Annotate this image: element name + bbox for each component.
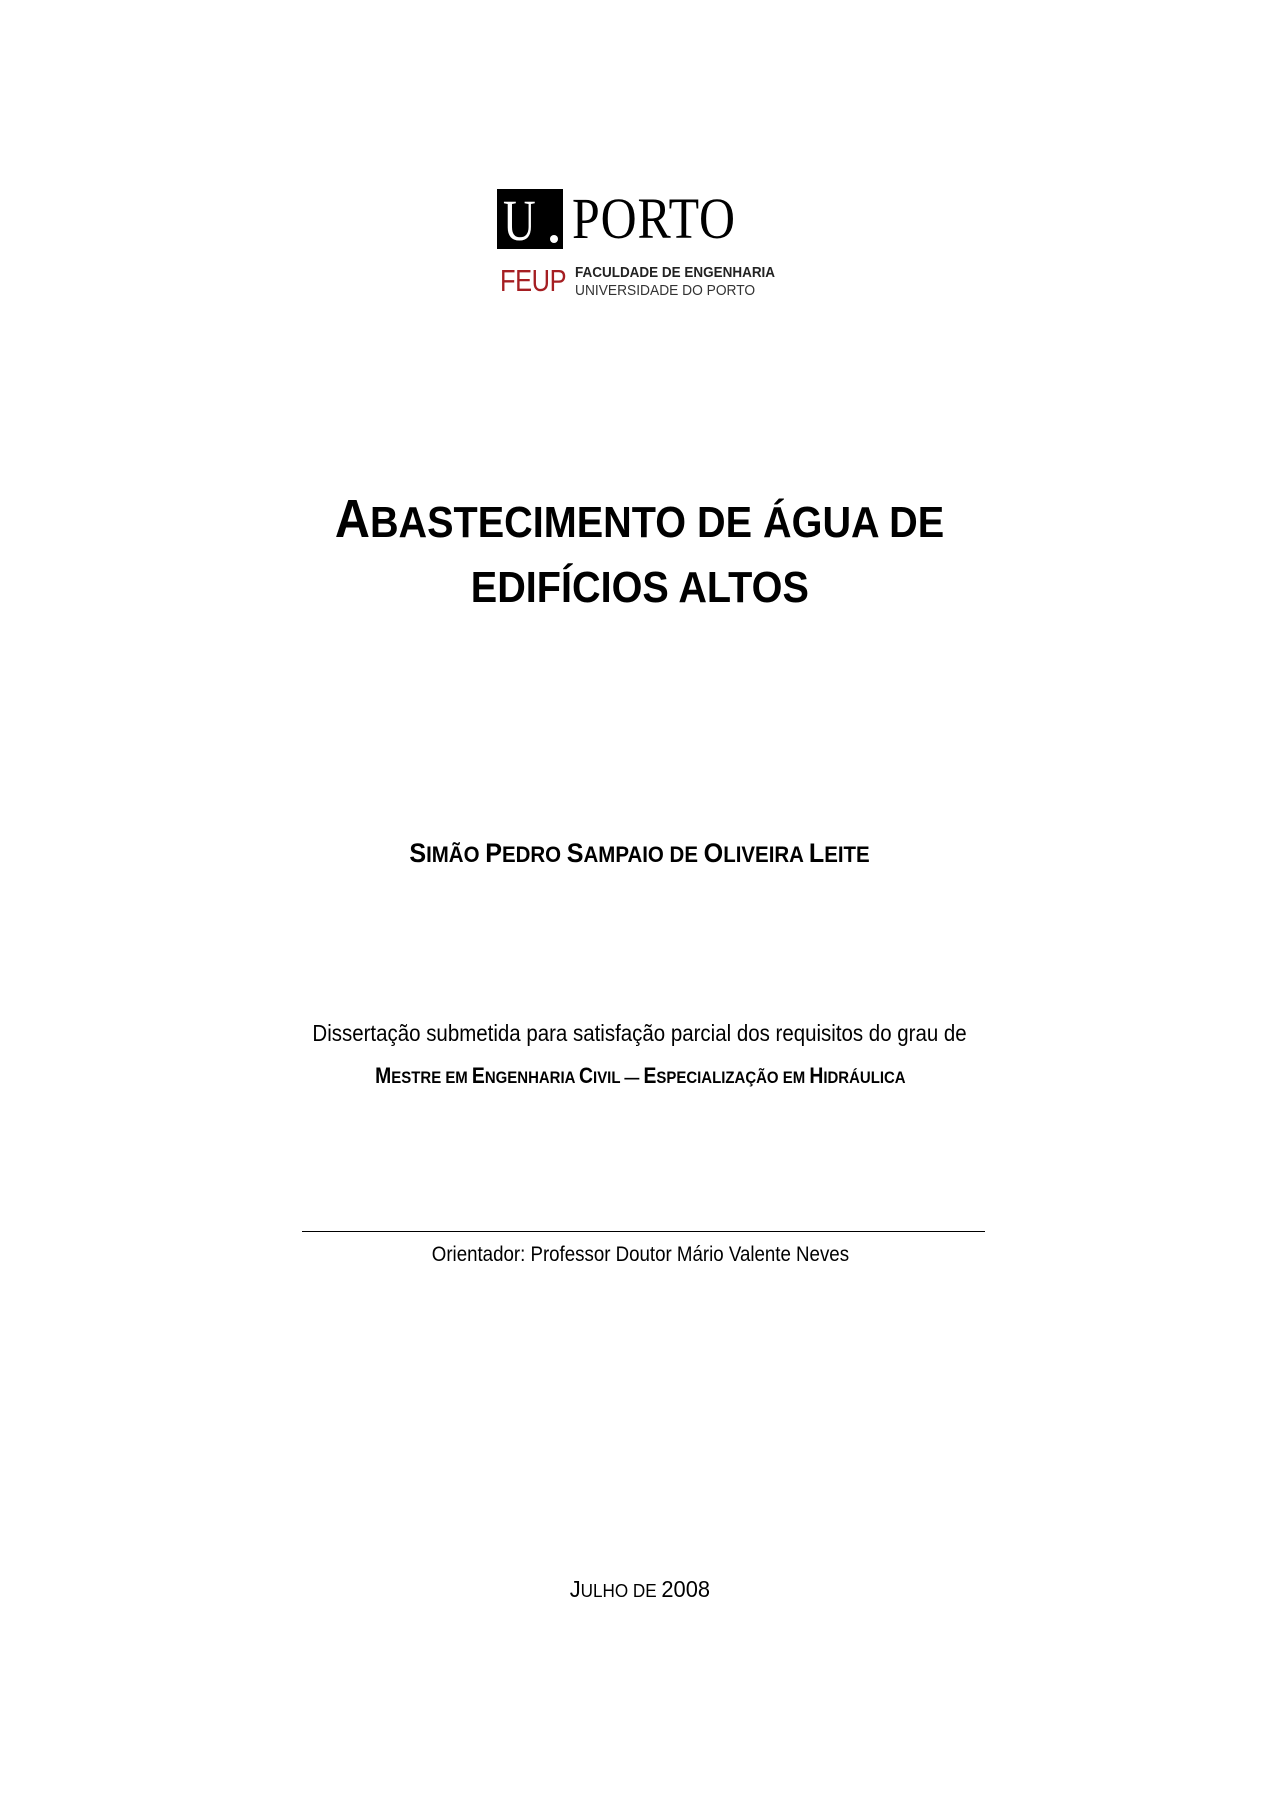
degree-statement-text: Dissertação submetida para satisfação parcial dos requisitos do grau de [312,1020,968,1046]
degree-name [0,1063,1280,1091]
author-word: DE [670,842,699,867]
degree-word: IDRÁULICA [822,1068,906,1087]
author-word: EITE [824,842,871,867]
date-year: 2008 [661,1576,711,1602]
feup-wordmark: FEUP [500,263,567,298]
degree-statement [0,1018,1280,1048]
date-month: ULHO DE [580,1581,662,1601]
author-initial: P [485,838,503,868]
degree-word: IVIL — [592,1068,644,1087]
author-initial: L [809,838,825,868]
thesis-title-line1 [0,489,1280,549]
author-word: IMÃO [426,842,480,867]
porto-wordmark: PORTO [572,186,736,251]
degree-word: ESTRE EM [390,1068,472,1087]
u-logo-box [497,188,563,253]
u-letter: U [503,188,536,253]
advisor-line [0,1241,1280,1269]
advisor-text: Orientador: Professor Doutor Mário Valente Neves [431,1243,849,1266]
title-line1-text: BASTECIMENTO DE ÁGUA DE [370,498,945,547]
degree-initial: H [808,1063,823,1088]
degree-word: SPECIALIZAÇÃO EM [656,1068,809,1087]
degree-word: NGENHARIA [484,1068,579,1087]
title-initial: A [335,489,371,549]
signature-rule [302,1231,985,1232]
uporto-feup-logo [497,186,797,304]
author-word: EDRO [502,842,562,867]
degree-initial: E [643,1063,657,1088]
author-initial: S [567,838,585,868]
submission-date [0,1576,1280,1604]
title-line2-text: EDIFÍCIOS ALTOS [470,563,810,612]
author-initial: S [409,838,427,868]
author-initial: O [704,838,724,868]
author-name [0,838,1280,870]
degree-initial: C [578,1063,593,1088]
author-word: LIVEIRA [723,842,804,867]
date-initial: J [569,1576,581,1602]
degree-initial: E [471,1063,485,1088]
faculty-name-line2: UNIVERSIDADE DO PORTO [575,283,756,299]
thesis-title-line2 [0,563,1280,613]
author-word: AMPAIO [584,842,665,867]
faculty-name-line1: FACULDADE DE ENGENHARIA [575,265,776,281]
u-dot [550,235,558,243]
degree-initial: M [374,1063,391,1088]
